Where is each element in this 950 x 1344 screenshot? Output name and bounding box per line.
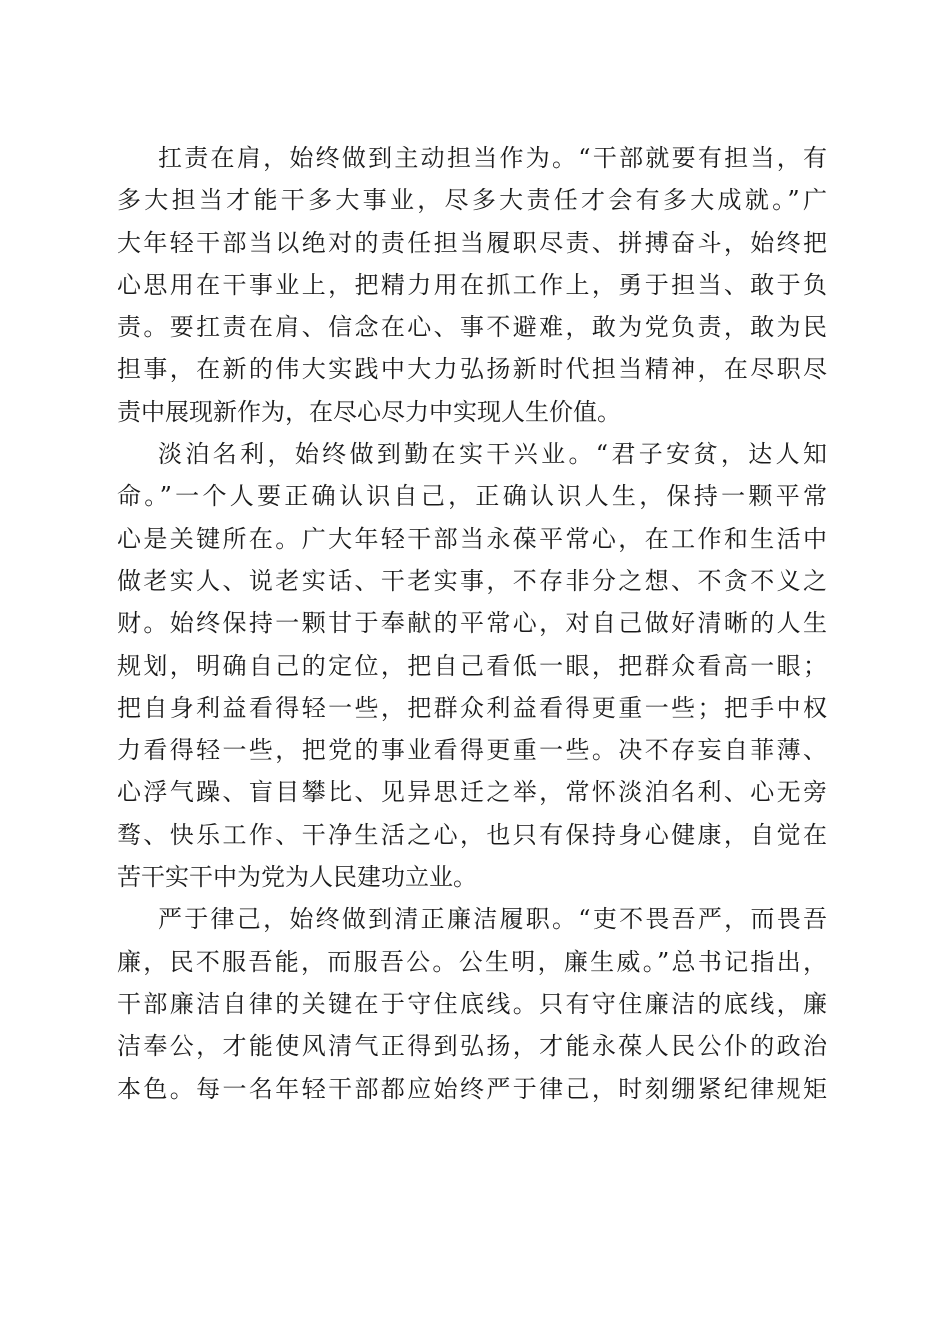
text-line: 把自身利益看得轻一些，把群众利益看得更重一些；把手中权 — [117, 693, 827, 722]
text-line: 扛责在肩，始终做到主动担当作为。“干部就要有担当，有 — [158, 144, 827, 172]
text-line: 力看得轻一些，把党的事业看得更重一些。决不存妄自菲薄、 — [117, 736, 827, 765]
text-line: 大年轻干部当以绝对的责任担当履职尽责、拼搏奋斗，始终把 — [117, 228, 827, 257]
text-line: 心思用在干事业上，把精力用在抓工作上，勇于担当、敢于负 — [117, 270, 827, 299]
text-line: 担事，在新的伟大实践中大力弘扬新时代担当精神，在尽职尽 — [117, 355, 827, 384]
text-line: 苦干实干中为党为人民建功立业。 — [117, 863, 477, 892]
text-line: 干部廉洁自律的关键在于守住底线。只有守住廉洁的底线，廉 — [117, 989, 827, 1018]
paragraph-indifference-to-fame — [117, 433, 827, 898]
text-line: 骛、快乐工作、干净生活之心，也只有保持身心健康，自觉在 — [117, 820, 827, 849]
text-line: 责。要扛责在肩、信念在心、事不避难，敢为党负责，敢为民 — [117, 313, 827, 342]
text-line: 心是关键所在。广大年轻干部当永葆平常心，在工作和生活中 — [117, 524, 827, 553]
paragraph-responsibility — [117, 137, 827, 433]
text-line: 财。始终保持一颗甘于奉献的平常心，对自己做好清晰的人生 — [117, 609, 827, 638]
text-line: 廉，民不服吾能，而服吾公。公生明，廉生威。”总书记指出， — [117, 947, 827, 976]
text-line: 命。”一个人要正确认识自己，正确认识人生，保持一颗平常 — [117, 482, 827, 511]
text-line: 淡泊名利，始终做到勤在实干兴业。“君子安贫，达人知 — [158, 440, 827, 469]
text-line: 多大担当才能干多大事业，尽多大责任才会有多大成就。”广 — [117, 186, 827, 215]
text-line: 严于律己，始终做到清正廉洁履职。“吏不畏吾严，而畏吾 — [158, 905, 827, 934]
text-line: 洁奉公，才能使风清气正得到弘扬，才能永葆人民公仆的政治 — [117, 1032, 827, 1061]
document-body — [117, 137, 827, 1110]
paragraph-self-discipline — [117, 898, 827, 1109]
text-line: 心浮气躁、盲目攀比、见异思迁之举，常怀淡泊名利、心无旁 — [117, 778, 827, 807]
text-line: 责中展现新作为，在尽心尽力中实现人生价值。 — [117, 397, 621, 426]
text-line: 做老实人、说老实话、干老实事，不存非分之想、不贪不义之 — [117, 566, 827, 595]
text-line: 本色。每一名年轻干部都应始终严于律己，时刻绷紧纪律规矩 — [117, 1074, 827, 1103]
text-line: 规划，明确自己的定位，把自己看低一眼，把群众看高一眼； — [117, 651, 827, 680]
